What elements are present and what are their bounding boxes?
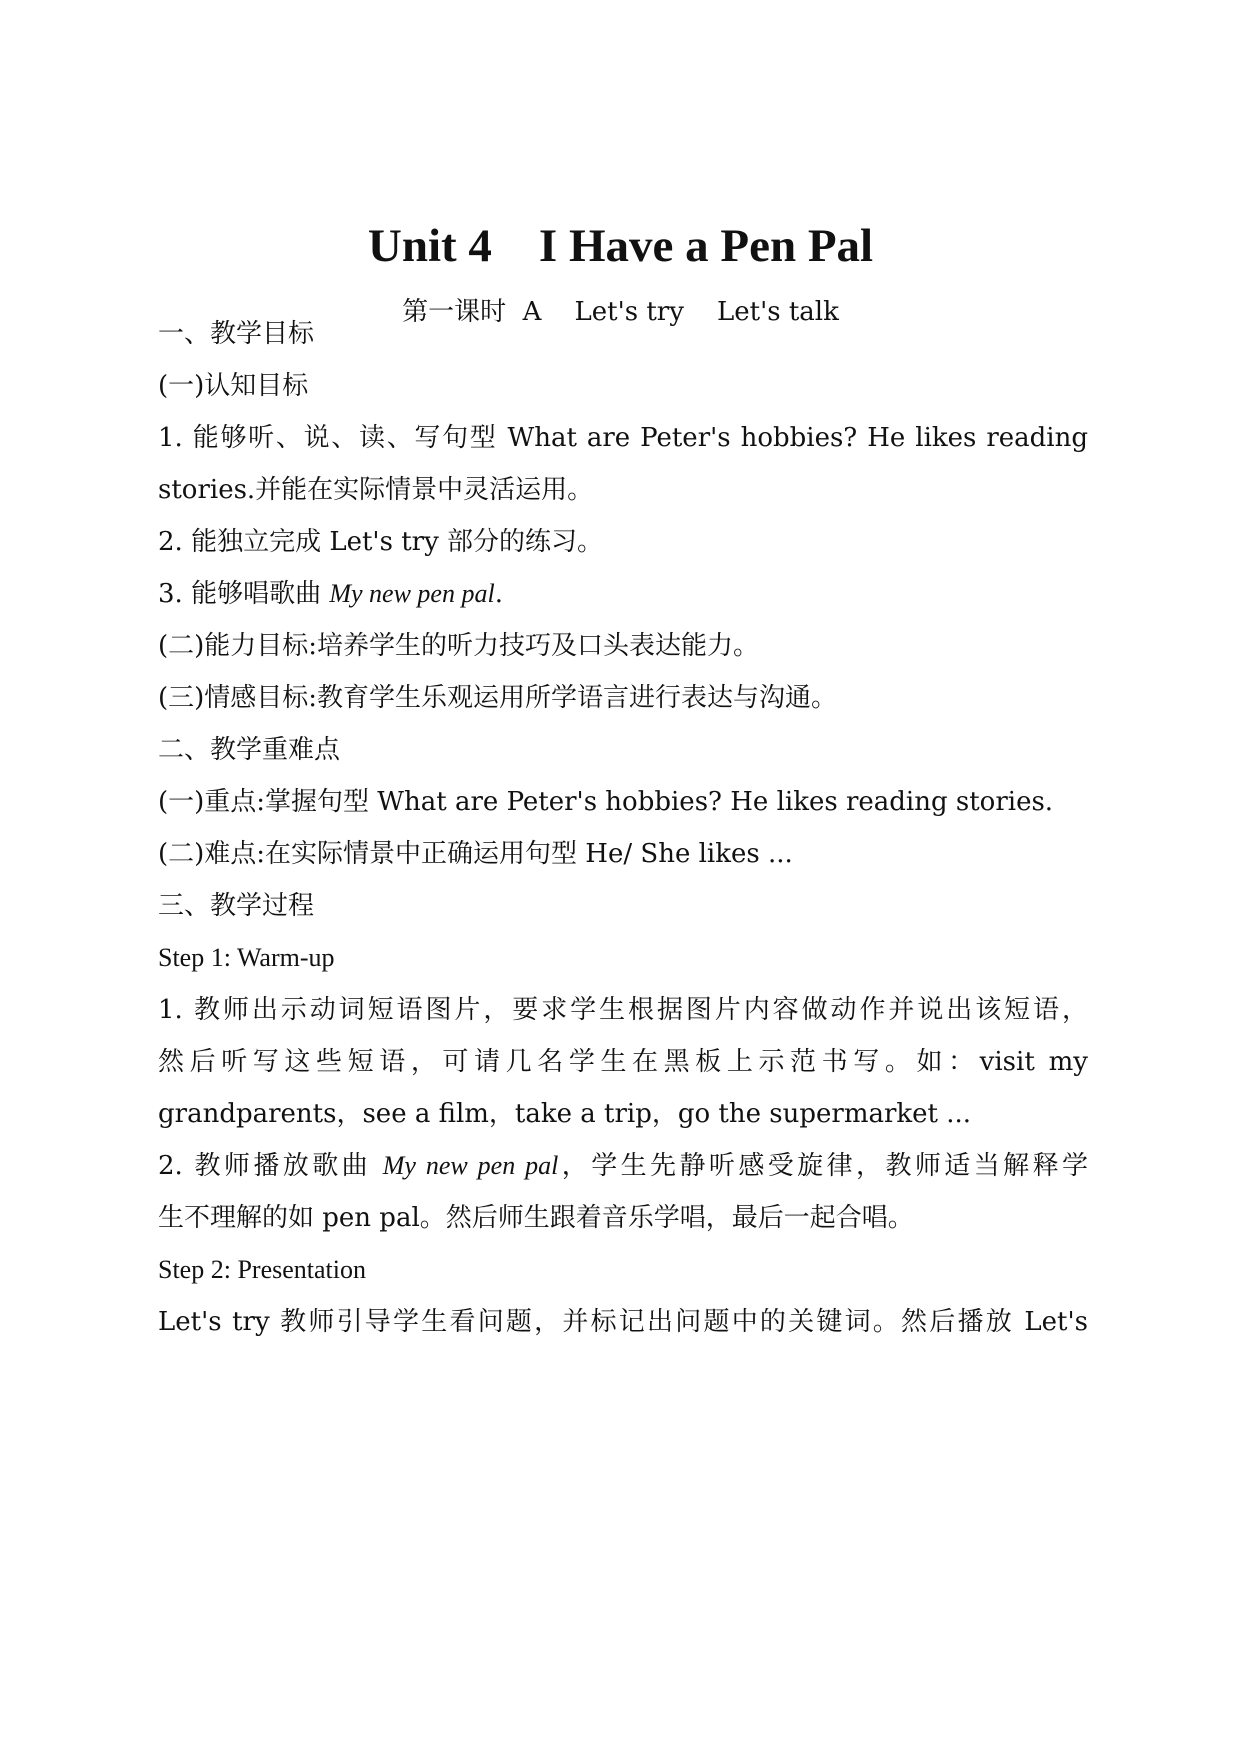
paragraph-line: (二)难点:在实际情景中正确运用句型 He/ She likes ...	[158, 839, 793, 869]
paragraph-line: (三)情感目标:教育学生乐观运用所学语言进行表达与沟通。	[158, 683, 838, 713]
section-heading-objectives: 一、教学目标	[158, 319, 315, 349]
step-heading-warmup: Step 1: Warm-up	[158, 943, 335, 972]
paragraph-line: 生不理解的如 pen pal。然后师生跟着音乐学唱，最后一起合唱。	[158, 1203, 914, 1233]
subheading-cognitive-goals: (一)认知目标	[158, 371, 309, 401]
paragraph-line: 2. 能独立完成 Let's try 部分的练习。	[158, 527, 604, 557]
paragraph-line: stories.并能在实际情景中灵活运用。	[158, 475, 594, 505]
paragraph-line: 1. 能够听、说、读、写句型 What are Peter's hobbies? He likes reading	[158, 423, 1088, 453]
paragraph-line: 1. 教师出示动词短语图片，要求学生根据图片内容做动作并说出该短语，	[158, 995, 1088, 1025]
section-heading-key-points: 二、教学重难点	[158, 735, 341, 765]
paragraph-line: (一)重点:掌握句型 What are Peter's hobbies? He likes reading stories.	[158, 787, 1054, 817]
section-heading-process: 三、教学过程	[158, 891, 315, 921]
paragraph-line: grandparents，see a film，take a trip，go the supermarket ...	[158, 1099, 972, 1129]
paragraph-line: Let's try 教师引导学生看问题，并标记出问题中的关键词。然后播放 Let's	[158, 1307, 1088, 1337]
paragraph-line: (二)能力目标:培养学生的听力技巧及口头表达能力。	[158, 631, 760, 661]
paragraph-line: 3. 能够唱歌曲 My new pen pal.	[158, 579, 503, 609]
lesson-subtitle: 第一课时 A Let's try Let's talk	[402, 297, 839, 327]
paragraph-line: 然后听写这些短语，可请几名学生在黑板上示范书写。如：visit my	[158, 1047, 1088, 1077]
song-title: My new pen pal	[382, 1151, 559, 1180]
song-title: My new pen pal	[329, 579, 495, 608]
document-title: Unit 4 I Have a Pen Pal	[367, 220, 874, 272]
step-heading-presentation: Step 2: Presentation	[158, 1255, 366, 1284]
paragraph-line: 2. 教师播放歌曲 My new pen pal，学生先静听感受旋律，教师适当解释学	[158, 1151, 1088, 1181]
